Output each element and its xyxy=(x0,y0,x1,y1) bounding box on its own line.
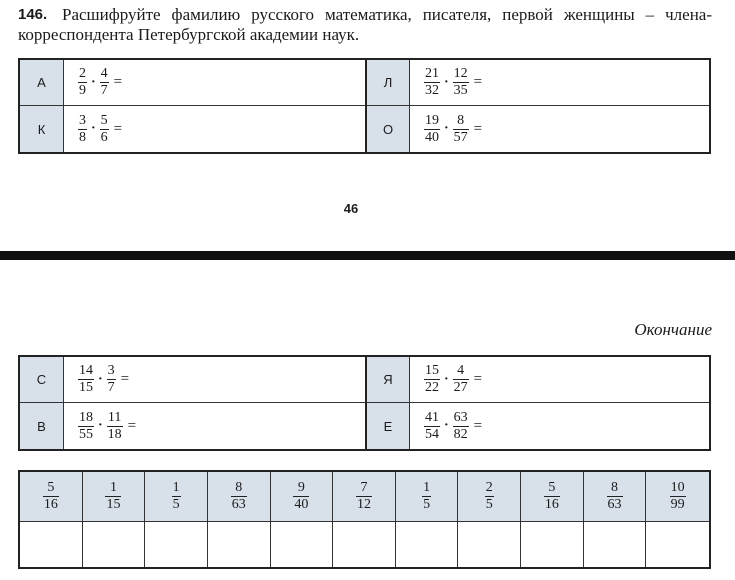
fraction-denominator: 5 xyxy=(172,497,180,512)
answer-key-fraction-cell xyxy=(396,472,459,522)
equals-sign: = xyxy=(113,120,123,137)
cipher-letter: Я xyxy=(383,372,393,387)
cipher-letter: Е xyxy=(383,418,393,434)
answer-letter-cell[interactable] xyxy=(333,522,396,567)
fraction-expression xyxy=(64,357,367,403)
fraction-numerator: 18 xyxy=(79,409,93,425)
answer-key-fraction-cell xyxy=(333,472,396,522)
multiply-sign: · xyxy=(91,121,96,136)
fraction-denominator: 7 xyxy=(107,380,115,395)
fraction xyxy=(453,411,469,442)
cipher-letter: В xyxy=(37,418,46,434)
page-number: 46 xyxy=(343,201,359,216)
fraction-numerator: 4 xyxy=(100,66,108,81)
fraction-numerator: 7 xyxy=(356,481,372,497)
fraction-numerator: 5 xyxy=(544,481,560,497)
fraction-expression xyxy=(64,403,367,449)
answer-letter-cell[interactable] xyxy=(584,522,647,567)
fraction xyxy=(78,114,87,145)
fraction xyxy=(231,481,247,512)
fraction-numerator: 5 xyxy=(100,112,108,128)
cipher-letter-cell xyxy=(20,403,64,449)
multiply-sign: · xyxy=(444,74,449,90)
fraction xyxy=(172,481,181,512)
continuation-label: Окончание xyxy=(634,320,712,339)
fraction xyxy=(107,364,116,395)
fraction-denominator: 16 xyxy=(544,497,559,512)
fraction-numerator: 9 xyxy=(293,481,309,497)
fraction-denominator: 9 xyxy=(79,83,86,98)
answer-key-fraction-cell xyxy=(521,472,584,522)
equals-sign: = xyxy=(473,74,483,90)
answer-letter-cell[interactable] xyxy=(208,522,271,567)
fraction-denominator: 15 xyxy=(106,497,121,512)
fraction-denominator: 54 xyxy=(425,426,439,442)
fraction xyxy=(100,114,109,145)
fraction-denominator: 55 xyxy=(79,426,93,442)
fraction-denominator: 7 xyxy=(100,83,108,98)
fraction xyxy=(424,114,440,145)
answer-letter-cell[interactable] xyxy=(83,522,146,567)
answer-letter-cell[interactable] xyxy=(458,522,521,567)
fraction-denominator: 40 xyxy=(425,129,439,145)
fraction-denominator: 6 xyxy=(100,129,108,145)
answer-key-fraction-cell xyxy=(208,472,271,522)
cipher-letter-cell xyxy=(20,60,64,106)
fraction-numerator: 10 xyxy=(670,480,685,495)
fraction xyxy=(453,114,469,145)
fraction-denominator: 63 xyxy=(231,497,246,512)
equals-sign: = xyxy=(113,74,123,90)
fraction-numerator: 2 xyxy=(485,480,493,495)
cipher-letter: К xyxy=(37,121,46,137)
equals-sign: = xyxy=(473,417,483,434)
fraction-numerator: 3 xyxy=(107,363,115,378)
fraction-numerator: 11 xyxy=(107,409,122,425)
answer-key-fraction-cell xyxy=(584,472,647,522)
task-text-line-2: корреспондента Петербургской академии наук. xyxy=(18,25,360,44)
fraction xyxy=(78,364,94,395)
cipher-table-bottom xyxy=(18,355,711,451)
multiply-sign: · xyxy=(91,74,96,90)
answer-key-fraction-cell xyxy=(271,472,334,522)
fraction-numerator: 4 xyxy=(453,364,469,380)
multiply-sign: · xyxy=(444,121,449,136)
cipher-letter: А xyxy=(37,75,46,90)
answer-key-fraction-cell xyxy=(646,472,709,522)
equals-sign: = xyxy=(473,120,483,137)
multiply-sign: · xyxy=(444,371,449,387)
fraction-numerator: 14 xyxy=(79,363,93,378)
equals-sign: = xyxy=(127,417,137,434)
fraction-numerator: 5 xyxy=(43,481,59,497)
answer-grid xyxy=(18,470,711,569)
task-statement-line-1 xyxy=(18,5,712,25)
answer-letter-cell[interactable] xyxy=(145,522,208,567)
fraction-numerator: 2 xyxy=(79,66,86,81)
fraction-expression xyxy=(64,60,367,106)
fraction-denominator: 35 xyxy=(453,83,468,98)
fraction-denominator: 27 xyxy=(453,380,468,395)
fraction xyxy=(43,481,59,512)
cipher-table-top xyxy=(18,58,711,154)
fraction-numerator: 3 xyxy=(79,112,86,128)
fraction xyxy=(78,411,94,442)
fraction xyxy=(670,481,686,512)
fraction xyxy=(105,481,121,512)
fraction-numerator: 1 xyxy=(105,481,121,497)
fraction-denominator: 63 xyxy=(607,497,622,512)
fraction xyxy=(607,481,623,512)
fraction-numerator: 15 xyxy=(425,363,439,378)
cipher-letter-cell xyxy=(20,106,64,152)
page-divider-bar xyxy=(0,251,735,260)
cipher-letter: С xyxy=(36,372,47,387)
answer-letter-cell[interactable] xyxy=(271,522,334,567)
fraction-denominator: 8 xyxy=(79,129,86,145)
answer-key-fraction-cell xyxy=(145,472,208,522)
answer-key-fraction-cell xyxy=(458,472,521,522)
fraction-denominator: 16 xyxy=(43,497,58,512)
fraction-expression xyxy=(410,403,709,449)
equals-sign: = xyxy=(473,371,483,387)
fraction-numerator: 41 xyxy=(425,409,439,425)
fraction-numerator: 12 xyxy=(453,66,468,81)
fraction-numerator: 8 xyxy=(453,114,469,130)
fraction-numerator: 8 xyxy=(231,481,247,497)
answer-letter-cell[interactable] xyxy=(20,522,83,567)
fraction-expression xyxy=(410,60,709,106)
cipher-letter: Л xyxy=(383,75,393,90)
answer-key-fraction-cell xyxy=(20,472,83,522)
fraction xyxy=(424,411,440,442)
equals-sign: = xyxy=(120,371,130,387)
fraction xyxy=(424,67,440,98)
fraction-denominator: 15 xyxy=(79,380,93,395)
fraction xyxy=(453,364,469,395)
fraction xyxy=(544,481,560,512)
fraction-expression xyxy=(64,106,367,152)
cipher-letter-cell xyxy=(367,357,410,403)
answer-letter-cell[interactable] xyxy=(646,522,709,567)
answer-key-fraction-cell xyxy=(83,472,146,522)
fraction-denominator: 82 xyxy=(453,426,468,442)
fraction xyxy=(422,481,431,512)
fraction-numerator: 63 xyxy=(453,409,468,425)
answer-letter-cell[interactable] xyxy=(521,522,584,567)
cipher-letter-cell xyxy=(367,106,410,152)
fraction xyxy=(453,67,469,98)
problem-number: 146. xyxy=(18,6,48,23)
fraction-denominator: 57 xyxy=(453,129,468,145)
task-text-line-1: Расшифруйте фамилию русского математика, писателя, первой женщины – члена- xyxy=(62,5,712,24)
fraction xyxy=(356,481,372,512)
fraction-denominator: 18 xyxy=(107,426,122,442)
fraction-numerator: 8 xyxy=(607,481,623,497)
fraction xyxy=(293,481,309,512)
fraction xyxy=(100,67,109,98)
fraction-denominator: 12 xyxy=(356,497,371,512)
fraction-expression xyxy=(410,357,709,403)
multiply-sign: · xyxy=(444,418,449,433)
fraction-numerator: 1 xyxy=(423,480,431,495)
fraction-denominator: 5 xyxy=(485,497,493,512)
fraction xyxy=(485,481,494,512)
fraction-expression xyxy=(410,106,709,152)
fraction xyxy=(78,67,87,98)
cipher-letter: О xyxy=(382,121,394,137)
fraction-denominator: 40 xyxy=(294,497,309,512)
fraction-numerator: 1 xyxy=(172,480,180,495)
fraction-numerator: 21 xyxy=(425,66,439,81)
cipher-letter-cell xyxy=(367,403,410,449)
fraction-numerator: 19 xyxy=(425,112,439,128)
fraction-denominator: 5 xyxy=(423,497,431,512)
fraction xyxy=(424,364,440,395)
fraction-denominator: 99 xyxy=(670,497,685,512)
multiply-sign: · xyxy=(98,418,103,433)
multiply-sign: · xyxy=(98,371,103,387)
fraction xyxy=(107,411,123,442)
cipher-letter-cell xyxy=(20,357,64,403)
fraction-denominator: 32 xyxy=(425,83,439,98)
answer-letter-cell[interactable] xyxy=(396,522,459,567)
cipher-letter-cell xyxy=(367,60,410,106)
fraction-denominator: 22 xyxy=(425,380,439,395)
